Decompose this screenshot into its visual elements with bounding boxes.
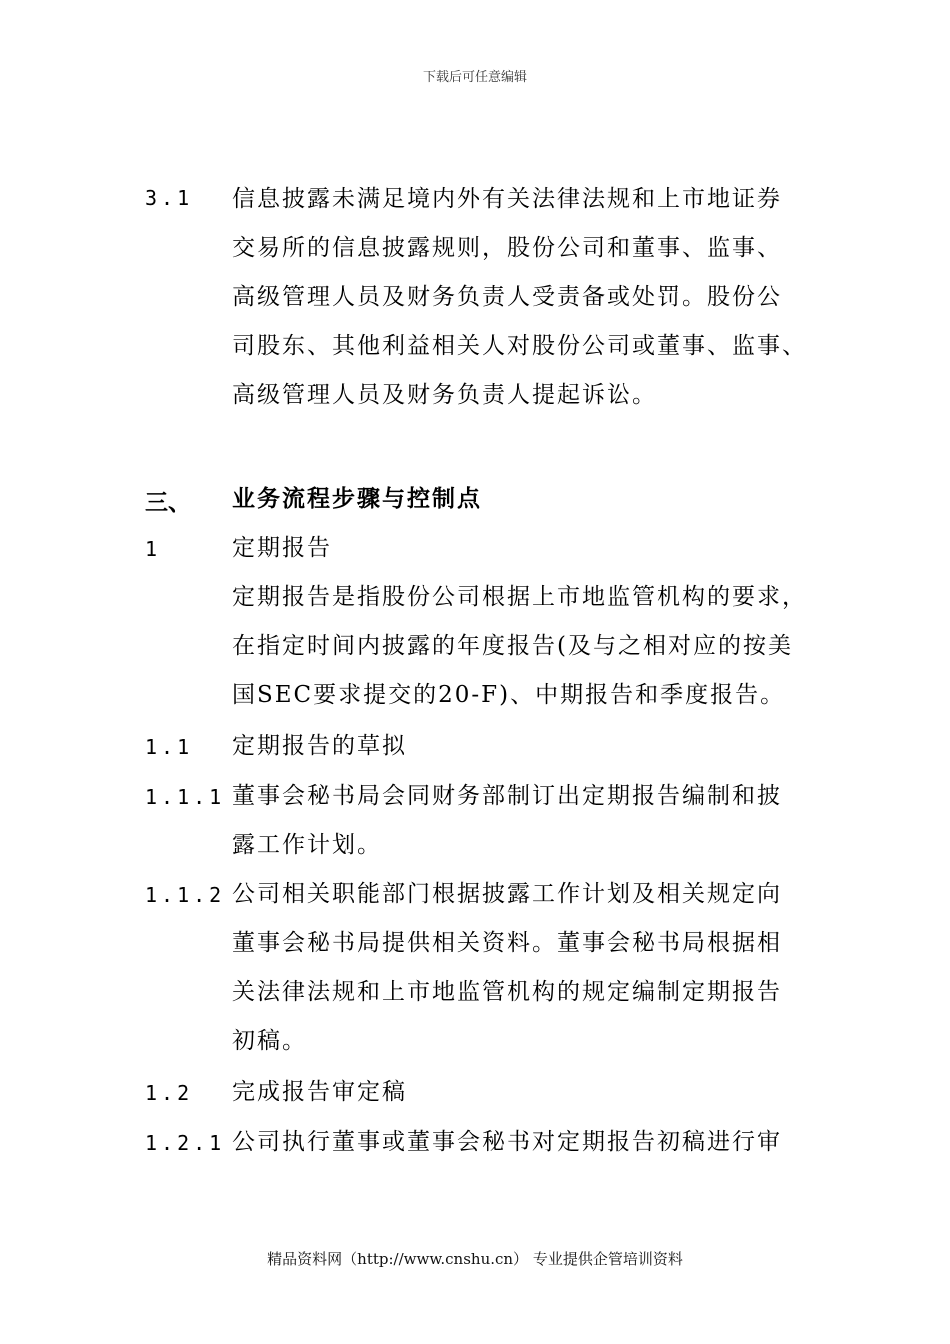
paragraph-line: 公司执行董事或董事会秘书对定期报告初稿进行审 [232, 1129, 782, 1155]
paragraph-line: 司股东、其他利益相关人对股份公司或董事、监事、 [232, 333, 807, 359]
chapter-number: 三、 [145, 489, 191, 516]
paragraph-line: 高级管理人员及财务负责人受责备或处罚。股份公 [232, 284, 782, 310]
section-title [232, 524, 832, 573]
page-header: 下载后可任意编辑 [422, 70, 527, 85]
paragraph-line: 董事会秘书局会同财务部制订出定期报告编制和披 [232, 783, 782, 809]
section-paragraph [232, 175, 832, 420]
section-paragraph [232, 772, 832, 870]
paragraph-line: 高级管理人员及财务负责人提起诉讼。 [232, 382, 657, 408]
paragraph-line: 信息披露未满足境内外有关法律法规和上市地证券 [232, 186, 782, 212]
section-title [232, 1068, 832, 1117]
page-footer: 精品资料网（http://www.cnshu.cn） 专业提供企管培训资料 [267, 1250, 683, 1268]
paragraph-line: 初稿。 [232, 1028, 307, 1054]
section-number: 1.1.1 [145, 785, 226, 809]
chapter-title-text: 业务流程步骤与控制点 [232, 485, 482, 512]
chapter-title [232, 474, 832, 523]
section-number: 1.1 [145, 735, 194, 759]
paragraph-line: 公司相关职能部门根据披露工作计划及相关规定向 [232, 881, 782, 907]
paragraph-line: 在指定时间内披露的年度报告(及与之相对应的按美 [232, 633, 793, 659]
section-number: 1.2.1 [145, 1131, 226, 1155]
paragraph-line: 露工作计划。 [232, 832, 382, 858]
paragraph-line: 关法律法规和上市地监管机构的规定编制定期报告 [232, 979, 782, 1005]
section-title [232, 722, 832, 771]
section-number: 1.1.2 [145, 883, 226, 907]
section-title-text: 定期报告 [232, 535, 332, 561]
paragraph-line: 董事会秘书局提供相关资料。董事会秘书局根据相 [232, 930, 782, 956]
section-number: 1.2 [145, 1081, 194, 1105]
section-title-text: 定期报告的草拟 [232, 733, 407, 759]
section-number: 1 [145, 537, 162, 561]
section-title-text: 完成报告审定稿 [232, 1079, 407, 1105]
paragraph-line: 国SEC要求提交的20-F)、中期报告和季度报告。 [232, 682, 786, 708]
section-paragraph [232, 870, 832, 1066]
section-number: 3.1 [145, 186, 194, 210]
paragraph-line: 定期报告是指股份公司根据上市地监管机构的要求， [232, 584, 807, 610]
section-paragraph [232, 573, 832, 720]
section-paragraph [232, 1118, 832, 1167]
paragraph-line: 交易所的信息披露规则，股份公司和董事、监事、 [232, 235, 782, 261]
